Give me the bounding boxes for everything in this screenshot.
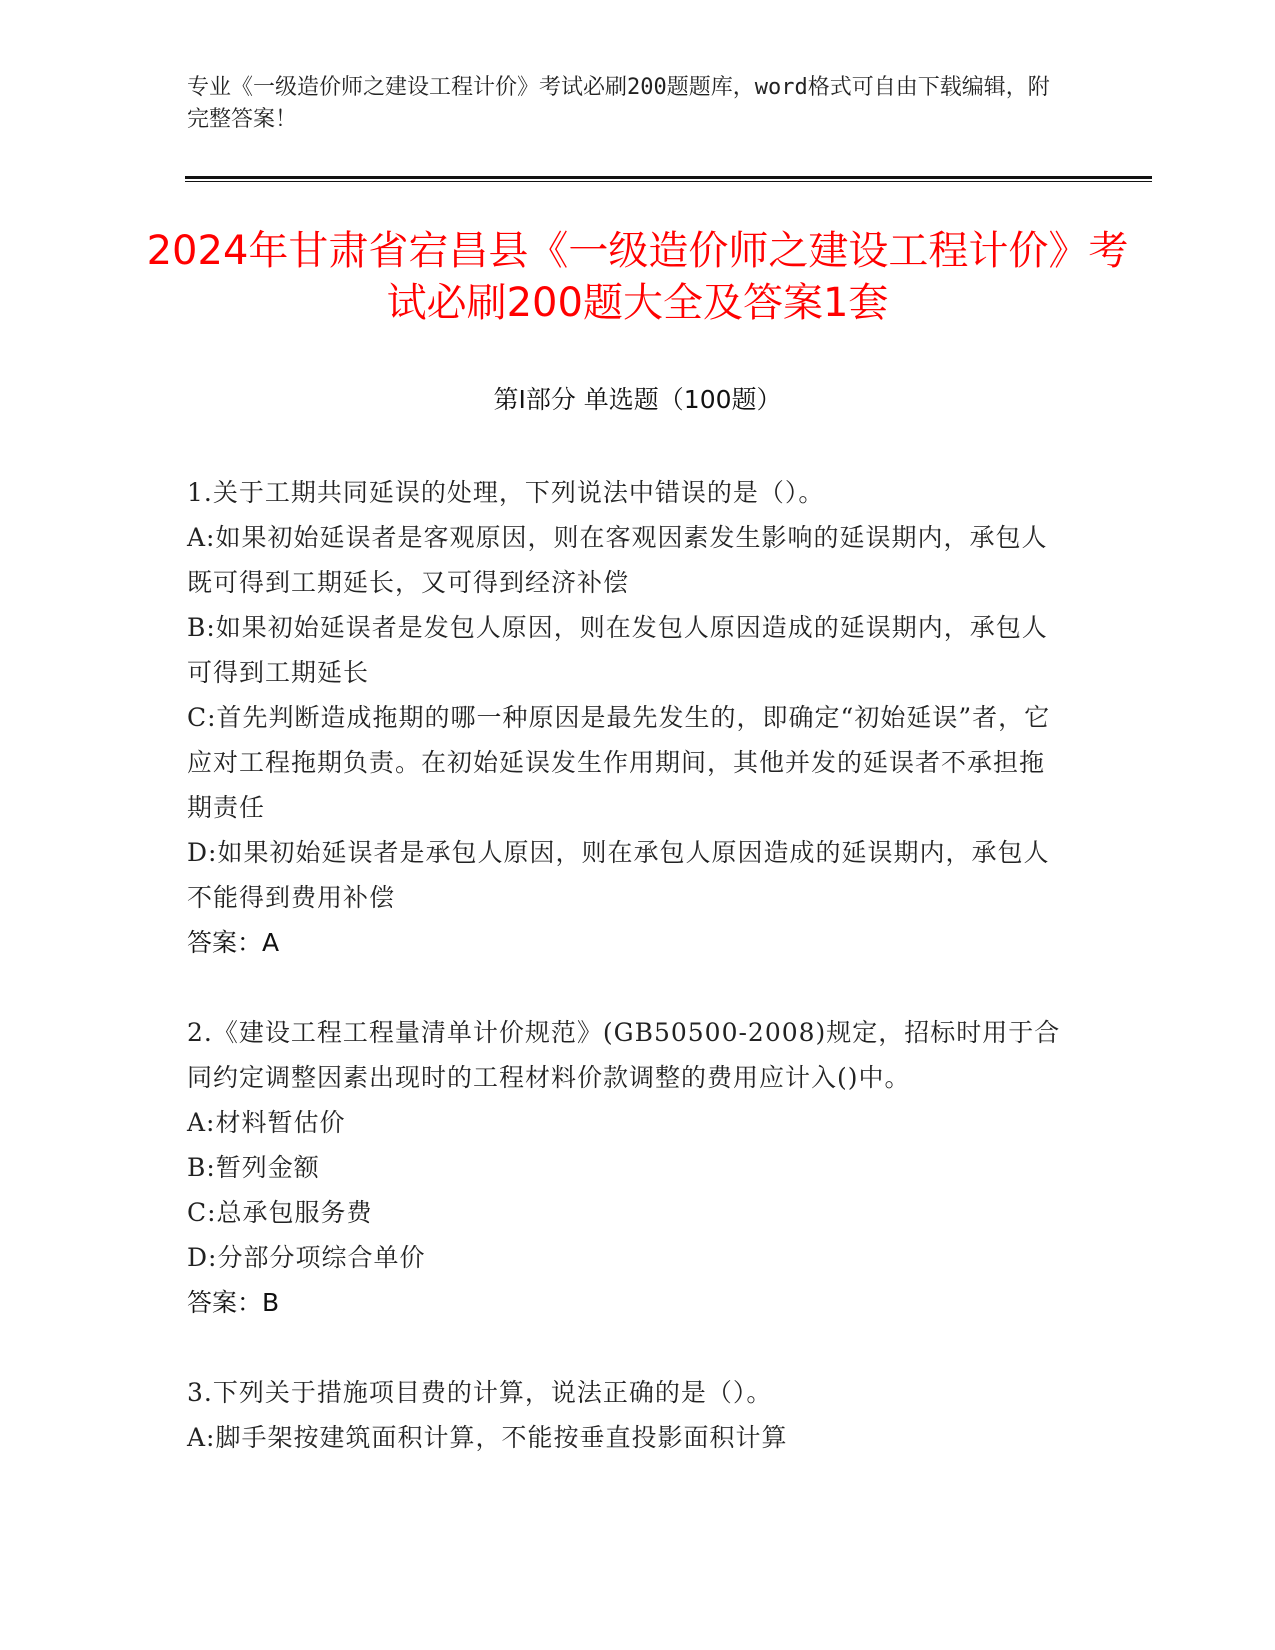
question-list bbox=[187, 470, 1067, 1505]
option-c: C:总承包服务费 bbox=[187, 1198, 373, 1227]
answer-line: 答案：A bbox=[187, 928, 280, 957]
question-text: 2.《建设工程工程量清单计价规范》(GB50500-2008)规定，招标时用于合同约定调整因素出现时的工程材料价款调整的费用应计入()中。 bbox=[187, 1018, 1061, 1092]
option-d: D:分部分项综合单价 bbox=[187, 1243, 426, 1272]
option-a: A:材料暂估价 bbox=[187, 1108, 346, 1137]
header-divider-thick bbox=[185, 176, 1152, 179]
question-text: 1.关于工期共同延误的处理，下列说法中错误的是（）。 bbox=[187, 478, 825, 507]
option-c: C:首先判断造成拖期的哪一种原因是最先发生的，即确定“初始延误”者，它应对工程拖期负责。在初始延误发生作用期间，其他并发的延误者不承担拖期责任 bbox=[187, 703, 1051, 822]
option-d: D:如果初始延误者是承包人原因，则在承包人原因造成的延误期内，承包人不能得到费用补偿 bbox=[187, 838, 1050, 912]
header-divider-thin bbox=[185, 181, 1152, 182]
option-a: A:如果初始延误者是客观原因，则在客观因素发生影响的延误期内，承包人既可得到工期延长，又可得到经济补偿 bbox=[187, 523, 1048, 597]
question-3 bbox=[187, 1370, 1067, 1460]
answer-line: 答案：B bbox=[187, 1288, 280, 1317]
section-heading: 第I部分 单选题（100题） bbox=[493, 385, 782, 414]
option-b: B:暂列金额 bbox=[187, 1153, 320, 1182]
header-note: 专业《一级造价师之建设工程计价》考试必刷200题题库，word格式可自由下载编辑，附完整答案！ bbox=[187, 75, 1050, 132]
question-2 bbox=[187, 1010, 1067, 1325]
question-1 bbox=[187, 470, 1067, 965]
question-text: 3.下列关于措施项目费的计算，说法正确的是（）。 bbox=[187, 1378, 773, 1407]
document-title: 2024年甘肃省宕昌县《一级造价师之建设工程计价》考试必刷200题大全及答案1套 bbox=[146, 228, 1129, 326]
option-a: A:脚手架按建筑面积计算，不能按垂直投影面积计算 bbox=[187, 1423, 788, 1452]
option-b: B:如果初始延误者是发包人原因，则在发包人原因造成的延误期内，承包人可得到工期延长 bbox=[187, 613, 1048, 687]
